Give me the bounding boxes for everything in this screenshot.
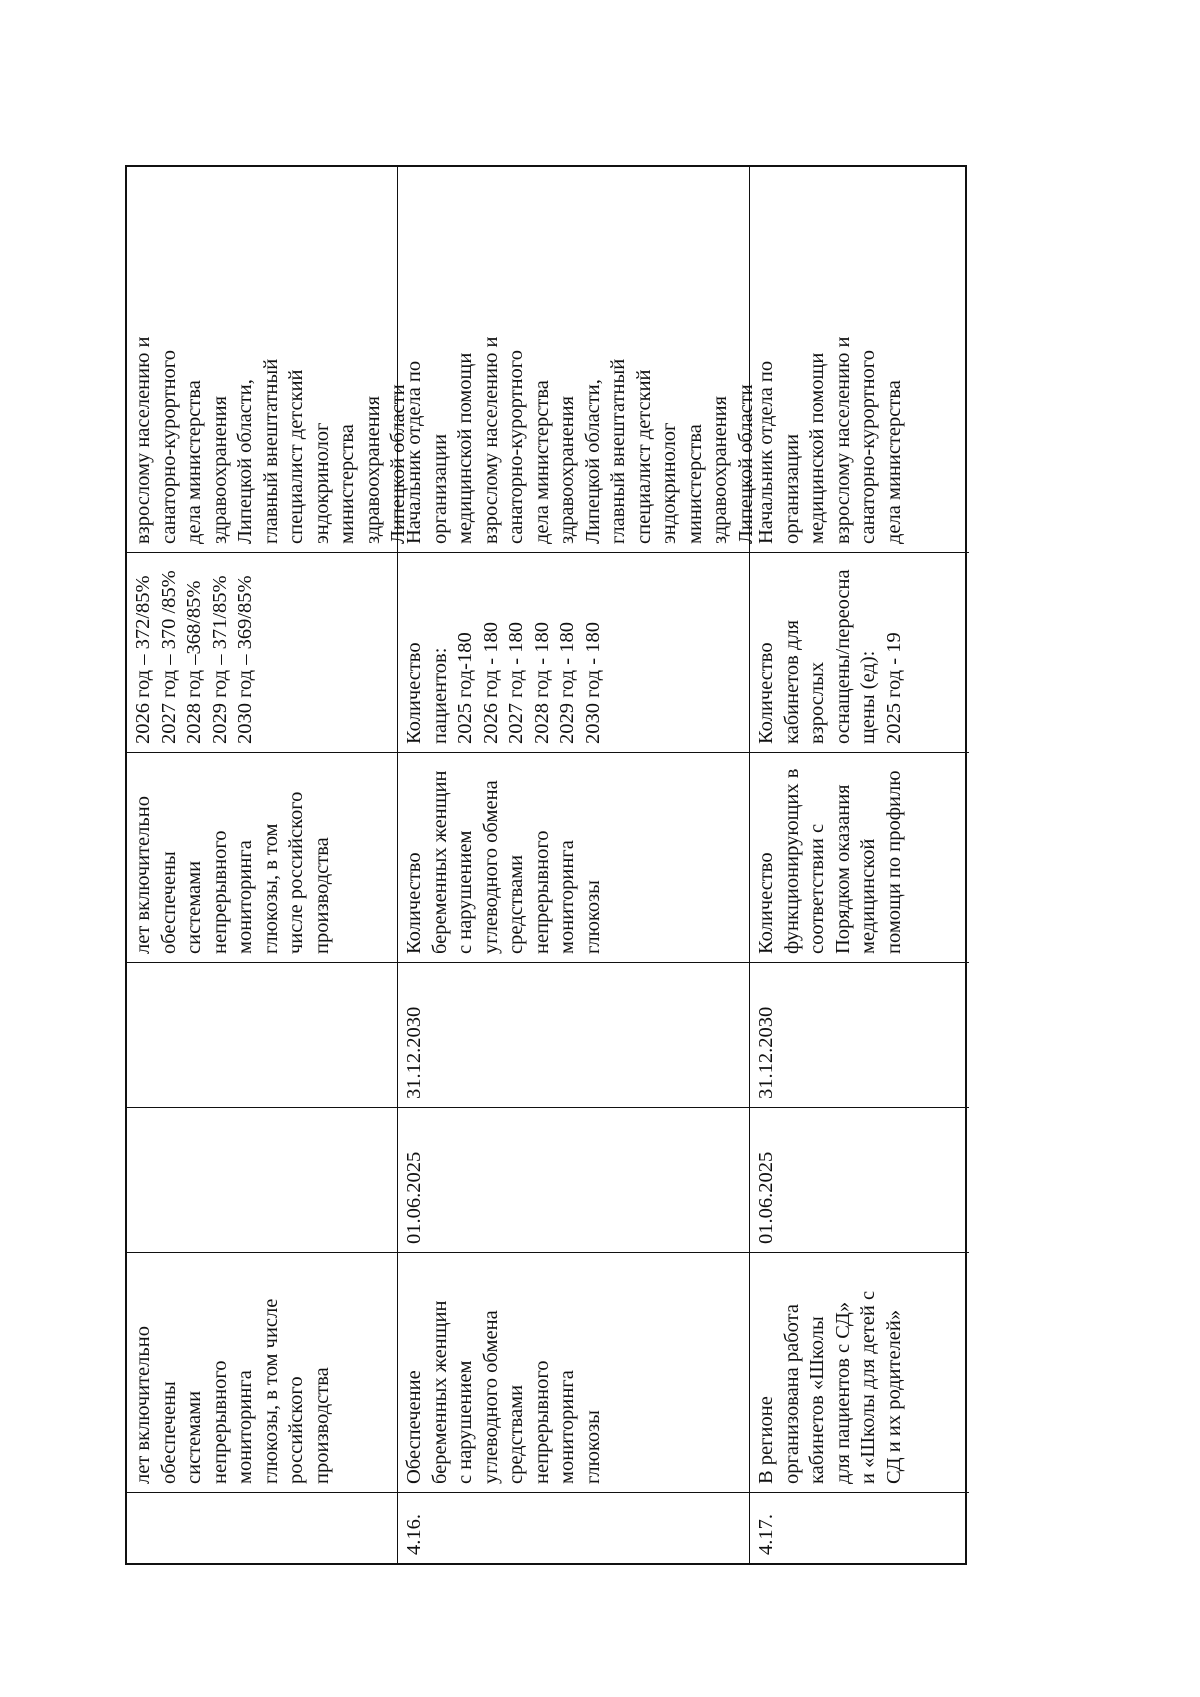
value-cell: Количество пациентов: 2025 год-180 2026 год - 180 2027 год - 180 2028 год - 180 2029 год - 180 2030 год - 180 — [398, 553, 749, 753]
responsible-cell: Начальник отдела по организации медицинской помощи взрослому населению и санаторно-курортного дела министерства здравоохранения Липецкой области, главный внештатный специалист детский эндокринолог министерства здравоохранения Липецкой области — [398, 163, 749, 553]
table-row — [397, 167, 757, 1563]
indicator-cell: Количество функционирующих в соответствии с Порядком оказания медицинской помощи по профилю — [750, 753, 969, 963]
responsible-cell: взрослому населению и санаторно-курортного дела министерства здравоохранения Липецкой области, главный внештатный специалист детский эндокринолог министерства здравоохранения Липецкой области — [127, 163, 397, 553]
start-date-cell: 01.06.2025 — [398, 1108, 749, 1253]
table-row — [127, 167, 409, 1563]
event-cell: Обеспечение беременных женщин с нарушением углеводного обмена средствами непрерывного мониторинга глюкозы — [398, 1253, 749, 1493]
responsible-cell: Начальник отдела по организации медицинской помощи взрослому населению и санаторно-курортного дела министерства — [750, 163, 969, 553]
end-date-cell: 31.12.2030 — [750, 963, 969, 1108]
start-date-cell — [127, 1108, 397, 1253]
row-number — [127, 1493, 397, 1563]
event-cell: лет включительно обеспечены системами непрерывного мониторинга глюкозы, в том числе российского производства — [127, 1253, 397, 1493]
value-cell: Количество кабинетов для взрослых оснащены/переосна щены (ед): 2025 год - 19 — [750, 553, 969, 753]
plan-table — [125, 165, 967, 1565]
row-number: 4.17. — [755, 1514, 777, 1555]
table-row — [749, 167, 969, 1563]
indicator-cell: Количество беременных женщин с нарушением углеводного обмена средствами непрерывного мониторинга глюкозы — [398, 753, 749, 963]
indicator-cell: лет включительно обеспечены системами непрерывного мониторинга глюкозы, в том числе российского производства — [127, 753, 397, 963]
value-cell: 2026 год – 372/85% 2027 год – 370 /85% 2028 год –368/85% 2029 год – 371/85% 2030 год – 369/85% — [127, 553, 397, 753]
event-cell: В регионе организована работа кабинетов «Школы для пациентов с СД» и «Школы для детей с СД и их родителей» — [750, 1253, 969, 1493]
start-date-cell: 01.06.2025 — [750, 1108, 969, 1253]
row-number: 4.16. — [403, 1514, 425, 1555]
end-date-cell — [127, 963, 397, 1108]
end-date-cell: 31.12.2030 — [398, 963, 749, 1108]
